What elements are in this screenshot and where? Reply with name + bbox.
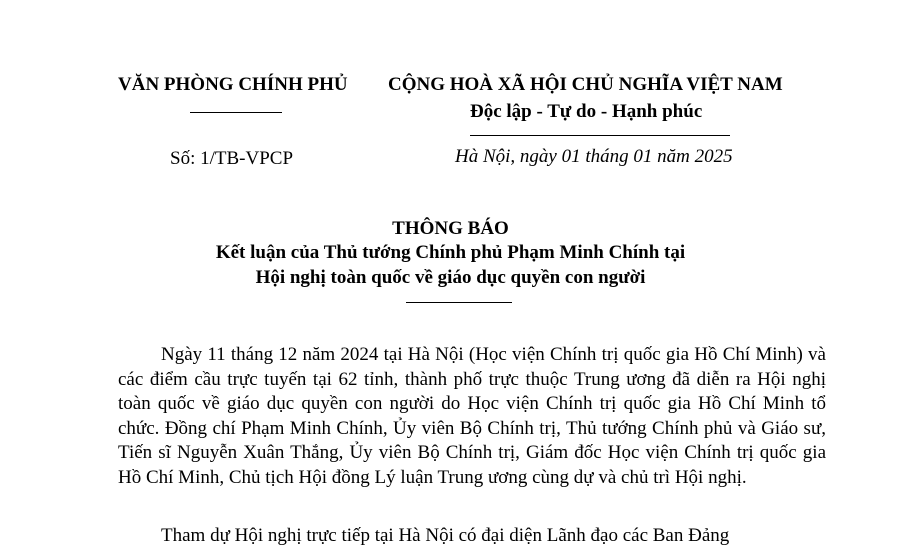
issuing-agency-name: VĂN PHÒNG CHÍNH PHỦ (118, 74, 348, 95)
document-title-line-1: Kết luận của Thủ tướng Chính phủ Phạm Minh Chính tại (215, 242, 686, 263)
national-motto: Độc lập - Tự do - Hạnh phúc (470, 101, 703, 122)
document-title-line-2: Hội nghị toàn quốc về giáo dục quyền con người (255, 267, 646, 288)
document-number: Số: 1/TB-VPCP (170, 148, 294, 169)
document-type-heading: THÔNG BÁO (392, 218, 509, 239)
body-paragraph-1: Ngày 11 tháng 12 năm 2024 tại Hà Nội (Học viện Chính trị quốc gia Hồ Chí Minh) và các điểm cầu trực tuyến tại 62 tỉnh, thành phố trực thuộc Trung ương đã diễn ra Hội nghị toàn quốc về giáo dục quyền con người do Học viện Chính trị quốc gia Hồ Chí Minh tổ chức. Đồng chí Phạm Minh Chính, Ủy viên Bộ Chính trị, Thủ tướng Chính phủ và Giáo sư, Tiến sĩ Nguyễn Xuân Thắng, Ủy viên Bộ Chính trị, Giám đốc Học viện Chính trị quốc gia Hồ Chí Minh, Chủ tịch Hội đồng Lý luận Trung ương cùng dự và chủ trì Hội nghị. (118, 344, 826, 488)
agency-underline (190, 112, 282, 113)
title-underline (406, 302, 512, 303)
national-title: CỘNG HOÀ XÃ HỘI CHỦ NGHĨA VIỆT NAM (388, 74, 783, 95)
body-paragraph-2: Tham dự Hội nghị trực tiếp tại Hà Nội có đại diện Lãnh đạo các Ban Đảng (161, 525, 730, 546)
place-and-date: Hà Nội, ngày 01 tháng 01 năm 2025 (455, 146, 733, 167)
motto-underline (470, 135, 730, 136)
